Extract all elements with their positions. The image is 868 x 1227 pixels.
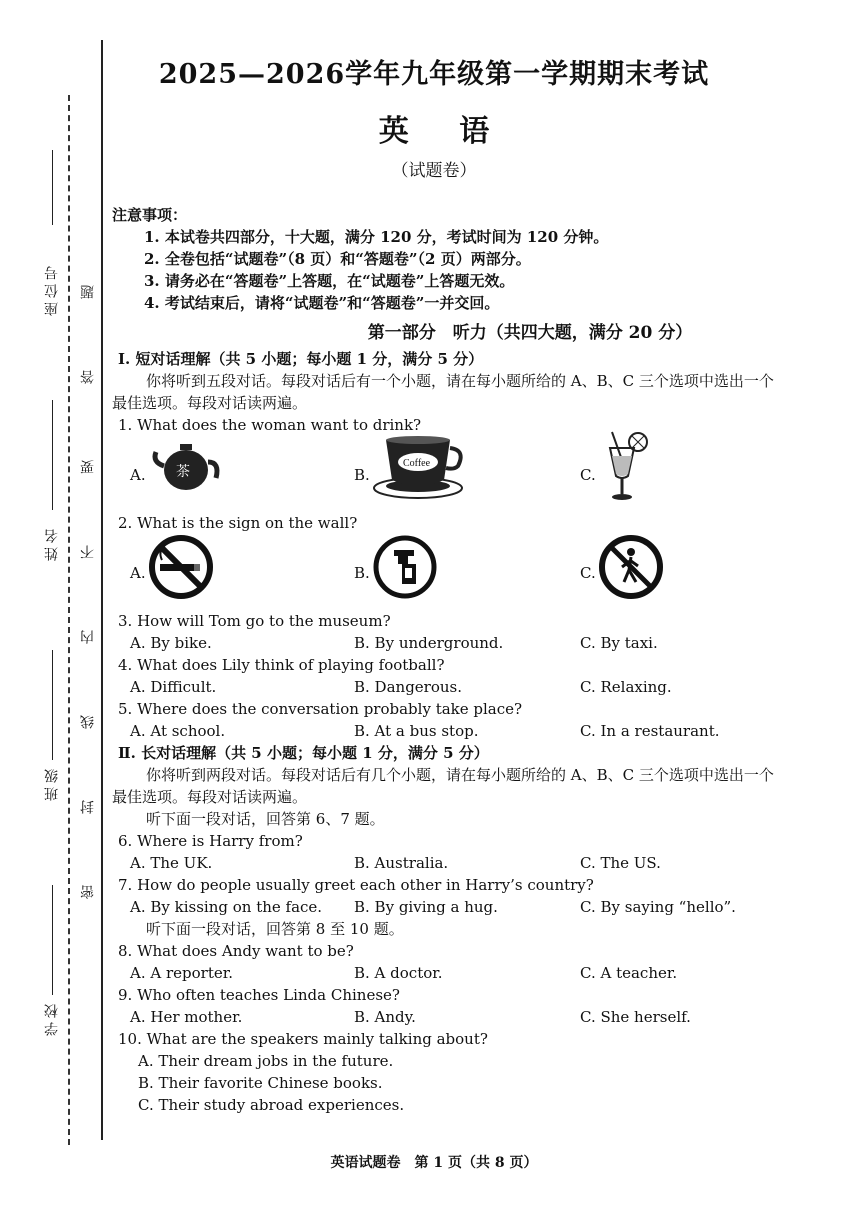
option-b[interactable]: B. Andy. <box>354 1008 416 1026</box>
question-5-options <box>112 720 868 742</box>
question-9-options <box>112 1006 868 1028</box>
seat-number-label: 座位号 <box>44 262 60 316</box>
question-3: 3. How will Tom go to the museum? <box>118 612 391 630</box>
listening-prompt: 听下面一段对话，回答第 6、7 题。 <box>146 810 385 828</box>
coffee-cup-icon <box>372 434 468 500</box>
option-c[interactable]: C. By taxi. <box>580 634 658 652</box>
paper-type: （试题卷） <box>391 161 477 181</box>
seal-dashed-line <box>68 95 70 1145</box>
option-label: C. <box>580 466 596 484</box>
question-1-options <box>112 436 868 512</box>
option-a[interactable]: A. At school. <box>130 722 226 740</box>
option-b[interactable]: B. A doctor. <box>354 964 443 982</box>
notice-item: 2. 全卷包括“试题卷”（8 页）和“答题卷”（2 页）两部分。 <box>144 250 531 268</box>
exam-content <box>112 200 868 1116</box>
question-3-options <box>112 632 868 654</box>
name-blank[interactable] <box>52 400 53 510</box>
seal-char: 答 <box>80 370 96 384</box>
option-label: C. <box>580 564 596 582</box>
section-one-instruction: 你将听到五段对话。每段对话后有一个小题，请在每小题所给的 A、B、C 三个选项中选出一个 <box>146 372 774 390</box>
section-one-title: Ⅰ. 短对话理解（共 5 小题；每小题 1 分，满分 5 分） <box>118 350 484 368</box>
option-a[interactable]: A. Their dream jobs in the future. <box>138 1052 394 1070</box>
seal-char: 封 <box>80 800 96 814</box>
notice-item: 4. 考试结束后，请将“试题卷”和“答题卷”一并交回。 <box>144 294 500 312</box>
seal-char: 不 <box>80 545 96 559</box>
name-label: 姓名 <box>44 525 60 561</box>
option-c[interactable]: C. A teacher. <box>580 964 678 982</box>
option-a[interactable]: A. The UK. <box>130 854 213 872</box>
no-walking-icon <box>598 534 664 600</box>
option-b[interactable]: B. Dangerous. <box>354 678 462 696</box>
option-a[interactable]: A. By bike. <box>130 634 212 652</box>
question-1: 1. What does the woman want to drink? <box>118 416 422 434</box>
seal-char: 线 <box>80 715 96 729</box>
question-4: 4. What does Lily think of playing football? <box>118 656 445 674</box>
listening-prompt: 听下面一段对话，回答第 8 至 10 题。 <box>146 920 404 938</box>
notice-item: 1. 本试卷共四部分，十大题，满分 120 分，考试时间为 120 分钟。 <box>144 228 609 246</box>
question-5: 5. Where does the conversation probably take place? <box>118 700 523 718</box>
option-a[interactable]: A. A reporter. <box>130 964 234 982</box>
question-2: 2. What is the sign on the wall? <box>118 514 358 532</box>
class-blank[interactable] <box>52 650 53 760</box>
school-label: 学校 <box>44 1000 60 1036</box>
option-label: A. <box>130 466 146 484</box>
option-b[interactable]: B. At a bus stop. <box>354 722 479 740</box>
question-2-options <box>112 534 868 610</box>
option-a[interactable]: A. Difficult. <box>130 678 217 696</box>
option-label: A. <box>130 564 146 582</box>
seal-char: 要 <box>80 460 96 474</box>
exam-title: 2025—2026学年九年级第一学期期末考试 <box>158 59 710 90</box>
option-c[interactable]: C. By saying “hello”. <box>580 898 736 916</box>
notice-item: 3. 请务必在“答题卷”上答题，在“试题卷”上答题无效。 <box>144 272 515 290</box>
section-one-instruction-cont: 最佳选项。每段对话读两遍。 <box>112 394 308 412</box>
question-8-options <box>112 962 868 984</box>
option-label: B. <box>354 466 370 484</box>
question-4-options <box>112 676 868 698</box>
section-two-instruction: 你将听到两段对话。每段对话后有几个小题，请在每小题所给的 A、B、C 三个选项中选出一个 <box>146 766 774 784</box>
option-a[interactable]: A. By kissing on the face. <box>130 898 323 916</box>
part-one-title: 第一部分 听力（共四大题，满分 20 分） <box>367 323 693 343</box>
tea-text: 茶 <box>176 464 190 480</box>
section-two-instruction-cont: 最佳选项。每段对话读两遍。 <box>112 788 308 806</box>
question-6: 6. Where is Harry from? <box>118 832 303 850</box>
option-b[interactable]: B. By giving a hug. <box>354 898 498 916</box>
question-7: 7. How do people usually greet each other in Harry’s country? <box>118 876 594 894</box>
teapot-icon <box>152 432 222 498</box>
subject-title: 英 语 <box>378 114 510 149</box>
seal-char: 密 <box>80 885 96 899</box>
option-c[interactable]: C. She herself. <box>580 1008 691 1026</box>
option-c[interactable]: C. In a restaurant. <box>580 722 720 740</box>
option-c[interactable]: C. The US. <box>580 854 661 872</box>
option-c[interactable]: C. Their study abroad experiences. <box>138 1096 405 1114</box>
seal-char: 内 <box>80 630 96 644</box>
page-footer: 英语试题卷 第 1 页（共 8 页） <box>330 1155 538 1171</box>
seal-char: 题 <box>80 285 96 299</box>
question-9: 9. Who often teaches Linda Chinese? <box>118 986 400 1004</box>
question-8: 8. What does Andy want to be? <box>118 942 354 960</box>
option-a[interactable]: A. Her mother. <box>130 1008 243 1026</box>
option-b[interactable]: B. Their favorite Chinese books. <box>138 1074 383 1092</box>
question-10: 10. What are the speakers mainly talking about? <box>118 1030 488 1048</box>
juice-glass-icon <box>600 430 650 504</box>
question-6-options <box>112 852 868 874</box>
option-label: B. <box>354 564 370 582</box>
binding-line <box>101 40 103 1140</box>
option-b[interactable]: B. Australia. <box>354 854 449 872</box>
notice-title: 注意事项： <box>112 206 188 224</box>
option-b[interactable]: B. By underground. <box>354 634 504 652</box>
option-c[interactable]: C. Relaxing. <box>580 678 672 696</box>
coffee-text: Coffee <box>403 458 431 469</box>
section-two-title: Ⅱ. 长对话理解（共 5 小题；每小题 1 分，满分 5 分） <box>118 744 489 762</box>
no-littering-icon <box>372 534 438 600</box>
school-blank[interactable] <box>52 885 53 995</box>
question-7-options <box>112 896 868 918</box>
no-smoking-icon <box>148 534 214 600</box>
class-label: 班级 <box>44 765 60 801</box>
